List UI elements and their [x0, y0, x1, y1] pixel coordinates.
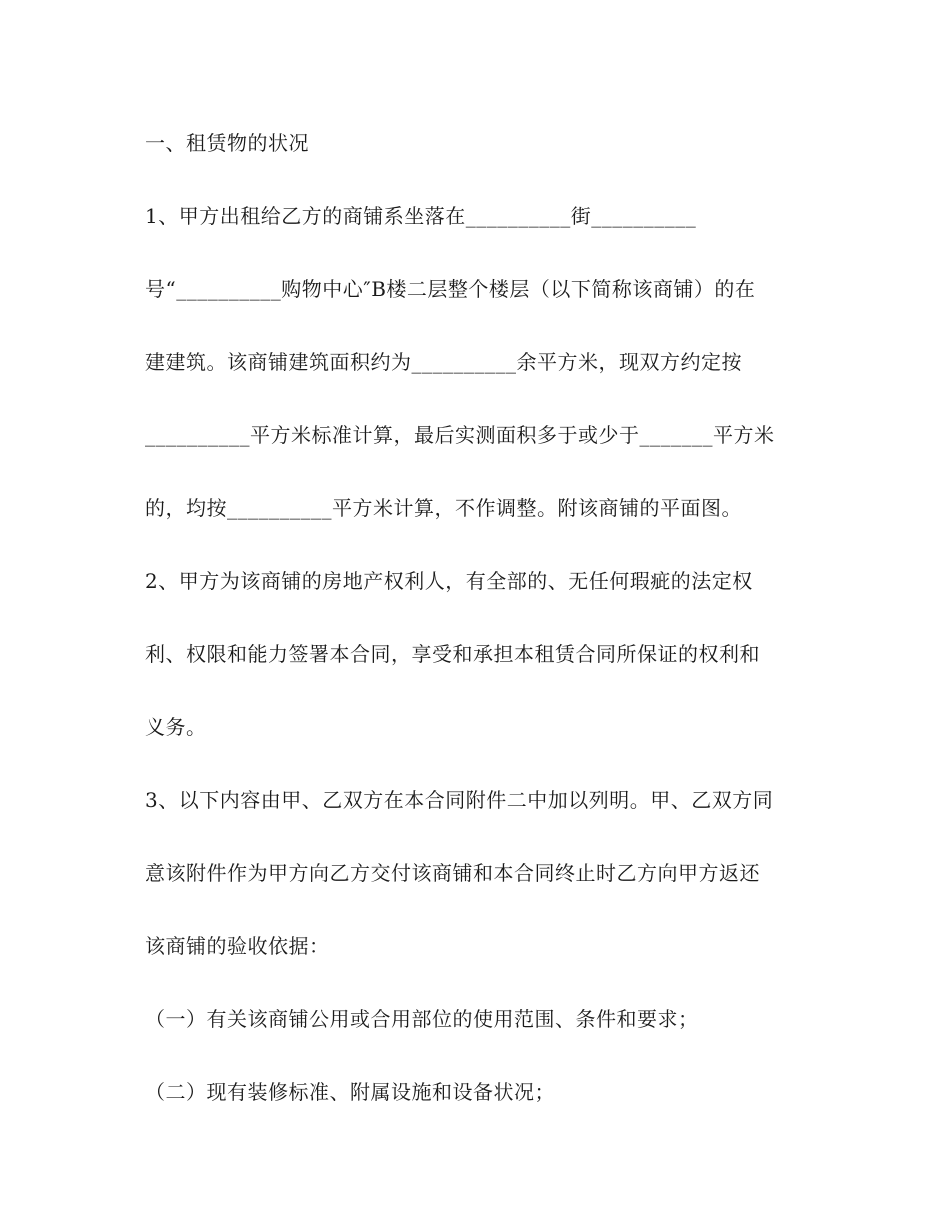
- paragraph-line: 1、甲方出租给乙方的商铺系坐落在__________街__________: [145, 204, 697, 228]
- paragraph-line: 3、以下内容由甲、乙双方在本合同附件二中加以列明。甲、乙双方同: [145, 788, 774, 812]
- paragraph-line: 2、甲方为该商铺的房地产权利人，有全部的、无任何瑕疵的法定权: [145, 569, 753, 593]
- paragraph-line: 建建筑。该商铺建筑面积约为__________余平方米，现双方约定按: [145, 350, 742, 374]
- paragraph-line: 号“__________购物中心″B楼二层整个楼层（以下简称该商铺）的在: [145, 277, 756, 301]
- paragraph-line: 该商铺的验收依据：: [145, 934, 330, 958]
- paragraph-line: 利、权限和能力签署本合同，享受和承担本租赁合同所保证的权利和: [145, 642, 760, 666]
- paragraph-line: __________平方米标准计算，最后实测面积多于或少于_______平方米: [145, 423, 775, 447]
- section-heading: 一、租赁物的状况: [145, 131, 309, 155]
- paragraph-line: 义务。: [145, 715, 207, 739]
- list-item: （一）有关该商铺公用或合用部位的使用范围、条件和要求；: [145, 1007, 699, 1031]
- list-item: （二）现有装修标准、附属设施和设备状况；: [145, 1080, 555, 1104]
- paragraph-line: 的，均按__________平方米计算，不作调整。附该商铺的平面图。: [145, 496, 742, 520]
- paragraph-line: 意该附件作为甲方向乙方交付该商铺和本合同终止时乙方向甲方返还: [145, 861, 760, 885]
